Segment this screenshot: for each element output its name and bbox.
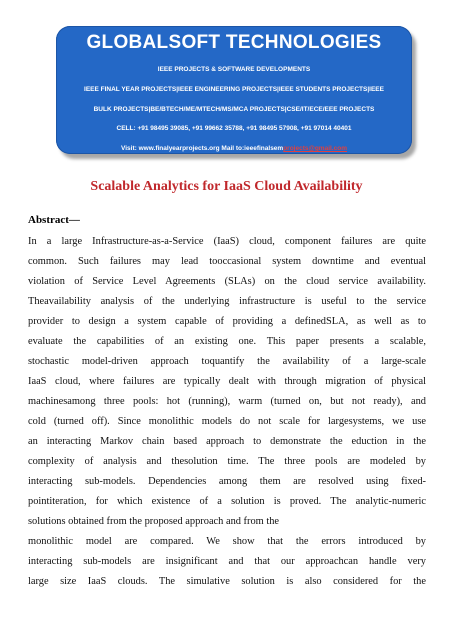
abstract-line: an interacting Markov chain based approach to demonstrate the eduction in the (28, 436, 426, 447)
company-banner (56, 26, 412, 154)
abstract-body (28, 232, 426, 592)
paper-title: Scalable Analytics for IaaS Cloud Availability (90, 179, 363, 194)
abstract-line: common. Such failures may lead tooccasional system downtime and eventual (28, 256, 426, 267)
banner-phone-line: CELL: +91 98495 39085, +91 99662 35788, +91 98495 57908, +91 97014 40401 (116, 125, 352, 132)
abstract-line: evaluate the capabilities of an existing one. This paper presents a scalable, (28, 336, 426, 347)
banner-projects-line: IEEE FINAL YEAR PROJECTS|IEEE ENGINEERING PROJECTS|IEEE STUDENTS PROJECTS|IEEE (84, 86, 384, 93)
banner-categories-line: BULK PROJECTS|BE/BTECH/ME/MTECH/MS/MCA PROJECTS|CSE/IT/ECE/EEE PROJECTS (93, 106, 375, 113)
abstract-line: In a large Infrastructure-as-a-Service (IaaS) cloud, component failures are quite (28, 236, 426, 247)
abstract-line: complexity of analysis and thesolution time. The three pools are modeled by (28, 456, 426, 467)
abstract-line: solutions obtained from the proposed approach and from the (28, 516, 280, 527)
abstract-line: provider to design a system capable of providing a definedSLA, as well as to (28, 316, 426, 327)
email-link[interactable]: projects@gmail.com (283, 145, 347, 152)
abstract-line: IaaS cloud, where failures are typically dealt with through migration of physical (28, 376, 426, 387)
banner-tagline: IEEE PROJECTS & SOFTWARE DEVELOPMENTS (157, 66, 311, 73)
abstract-line: monolithic model are compared. We show that the errors introduced by (28, 536, 426, 547)
banner-visit-text: Visit: www.finalyearprojects.org Mail to:ieeefinalsem (121, 145, 284, 152)
company-name: GLOBALSOFT TECHNOLOGIES (86, 32, 382, 53)
abstract-line: large size IaaS clouds. The simulative solution is also considered for the (28, 576, 426, 587)
abstract-heading: Abstract— (28, 214, 80, 226)
abstract-line: machinesamong three pools: hot (running), warm (turned on, but not ready), and (28, 396, 426, 407)
banner-contact-line (56, 145, 412, 152)
abstract-line: Theavailability analysis of the underlying infrastructure is useful to the service (28, 296, 426, 307)
abstract-line: pointiteration, for which existence of a solution is proved. The analytic-numeric (28, 496, 426, 507)
abstract-line: interacting sub-models. Dependencies among them are resolved using fixed- (28, 476, 426, 487)
abstract-line: stochastic model-driven approach toquantify the availability of a large-scale (28, 356, 426, 367)
abstract-line: cold (turned off). Since monolithic models do not scale for largesystems, we use (28, 416, 426, 427)
abstract-line: violation of Service Level Agreements (SLAs) on the cloud service availability. (28, 276, 426, 287)
abstract-line: interacting sub-models are insignificant and that our approachcan handle very (28, 556, 426, 567)
